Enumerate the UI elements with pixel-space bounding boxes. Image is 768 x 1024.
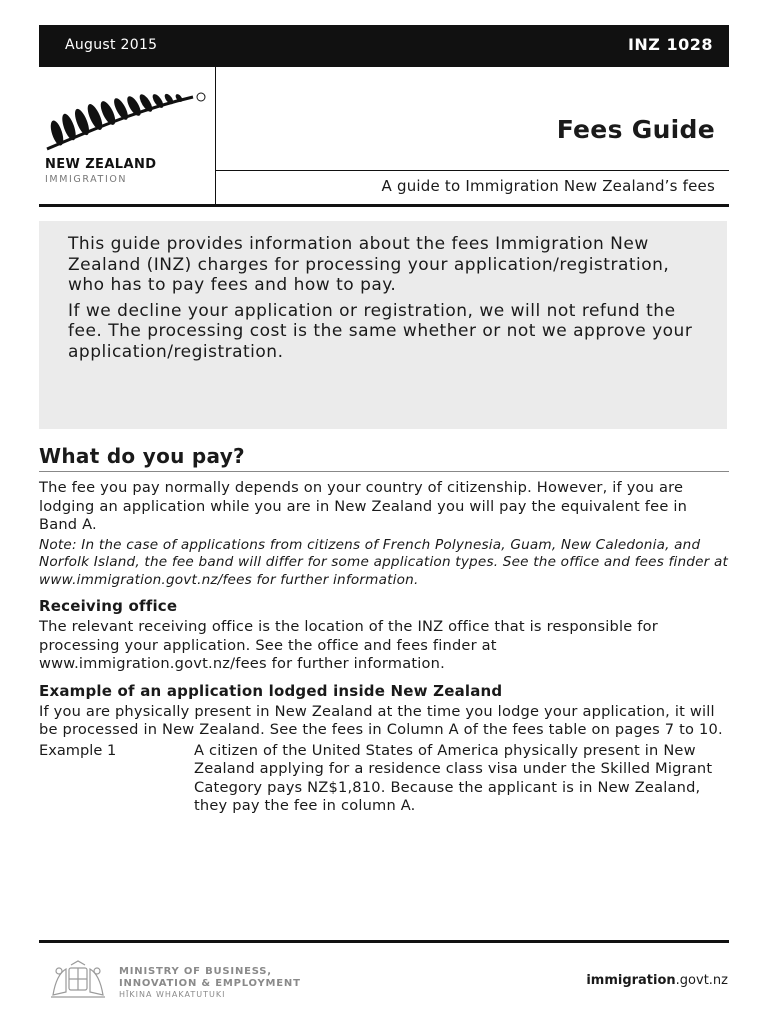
footer-url-bold: immigration — [586, 973, 676, 988]
receiving-office-text: The relevant receiving office is the location of the INZ office that is responsible for processing your application. See the office and fees finder at www.immigration.govt.nz/fees for further information. — [39, 618, 658, 672]
footer-rule — [39, 940, 729, 943]
intro-box — [39, 221, 727, 429]
example-label: Example 1 — [39, 741, 117, 759]
coat-of-arms-icon — [47, 959, 109, 1001]
section-body — [39, 479, 729, 816]
page-subtitle: A guide to Immigration New Zealand’s fees — [381, 177, 715, 195]
publication-date: August 2015 — [65, 37, 158, 53]
intro-paragraph-2: If we decline your application or registration, we will not refund the fee. The processing cost is the same whether or not we approve your application/registration. — [68, 300, 693, 362]
receiving-office-heading: Receiving office — [39, 597, 178, 615]
example-intro-text: If you are physically present in New Zealand at the time you lodge your application, it will be processed in New Zealand. See the fees in Column A of the fees table on pages 7 to 10. — [39, 702, 723, 738]
section-heading: What do you pay? — [39, 444, 245, 468]
nz-immigration-logo — [43, 89, 203, 189]
mbie-logo — [47, 959, 407, 1001]
document-header — [39, 67, 729, 207]
logo-immigration: IMMIGRATION — [45, 174, 128, 185]
ministry-line-1: MINISTRY OF BUSINESS, — [119, 966, 272, 977]
example-heading: Example of an application lodged inside New Zealand — [39, 681, 503, 700]
silver-fern-icon — [43, 89, 208, 155]
example-text: A citizen of the United States of America physically present in New Zealand applying for a residence class visa under the Skilled Migrant Category pays NZ$1,810. Because the applicant is in New Zealand, they pay the fee in column A. — [194, 741, 713, 814]
top-banner — [39, 25, 729, 67]
intro-paragraph-1: This guide provides information about the fees Immigration New Zealand (INZ) charges for processing your application/registration, who has to pay fees and how to pay. — [68, 234, 670, 295]
page-title: Fees Guide — [556, 115, 715, 144]
fee-band-note: Note: In the case of applications from citizens of French Polynesia, Guam, New Caledonia, and Norfolk Island, the fee band will differ for some application types. See the office and fees finder at www.immigration.govt.nz/fees for further information. — [39, 536, 729, 588]
form-code: INZ 1028 — [627, 35, 713, 54]
example-1 — [39, 742, 729, 816]
body-paragraph-1: The fee you pay normally depends on your country of citizenship. However, if you are lodging an application while you are in New Zealand you will pay the equivalent fee in Band A. — [39, 479, 688, 533]
footer-url-rest: .govt.nz — [675, 973, 728, 988]
ministry-line-3: HĪKINA WHAKATUTUKI — [119, 990, 226, 999]
logo-new-zealand: NEW ZEALAND — [45, 157, 157, 172]
section-rule — [39, 471, 729, 472]
header-divider-horizontal — [216, 170, 729, 171]
header-divider-vertical — [215, 67, 216, 204]
footer-website[interactable] — [586, 973, 728, 988]
ministry-line-2: INNOVATION & EMPLOYMENT — [119, 978, 301, 989]
